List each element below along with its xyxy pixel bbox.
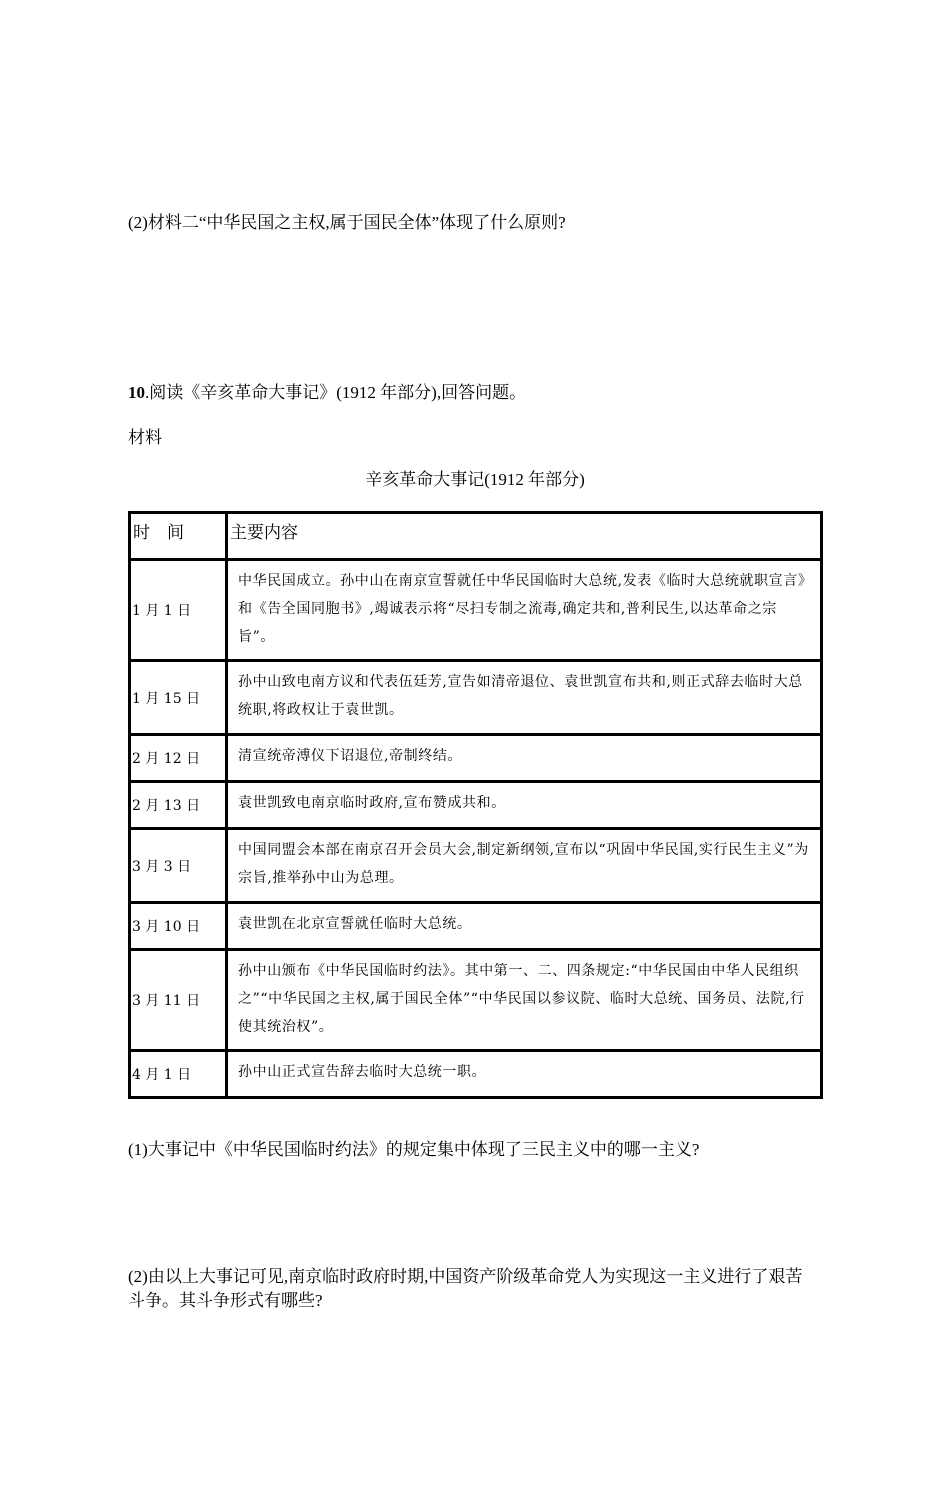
question-10-1: (1)大事记中《中华民国临时约法》的规定集中体现了三民主义中的哪一主义? <box>128 1140 700 1159</box>
header-time: 时 间 <box>130 513 227 560</box>
row-content: 中华民国成立。孙中山在南京宣誓就任中华民国临时大总统,发表《临时大总统就职宣言》和《告全国同胞书》,竭诚表示将“尽扫专制之流毒,确定共和,普利民生,以达革命之宗旨”。 <box>227 560 822 661</box>
table-row <box>130 782 822 829</box>
table-title: 辛亥革命大事记(1912 年部分) <box>365 470 585 489</box>
question-material2: (2)材料二“中华民国之主权,属于国民全体”体现了什么原则? <box>128 213 566 232</box>
table-row <box>130 560 822 661</box>
row-date: 1 月 1 日 <box>130 560 227 661</box>
row-content: 袁世凯致电南京临时政府,宣布赞成共和。 <box>227 782 822 829</box>
material-label: 材料 <box>128 428 162 447</box>
row-date: 3 月 10 日 <box>130 903 227 950</box>
row-date: 2 月 13 日 <box>130 782 227 829</box>
row-content: 孙中山颁布《中华民国临时约法》。其中第一、二、四条规定:“中华民国由中华人民组织之”“中华民国之主权,属于国民全体”“中华民国以参议院、临时大总统、国务员、法院,行使其统治权”。 <box>227 950 822 1051</box>
events-table <box>128 511 823 1099</box>
table-row <box>130 903 822 950</box>
row-content: 孙中山正式宣告辞去临时大总统一职。 <box>227 1051 822 1098</box>
header-content: 主要内容 <box>227 513 822 560</box>
table-row <box>130 735 822 782</box>
table-row <box>130 950 822 1051</box>
row-content: 中国同盟会本部在南京召开会员大会,制定新纲领,宣布以“巩固中华民国,实行民生主义”为宗旨,推举孙中山为总理。 <box>227 829 822 903</box>
table-row <box>130 1051 822 1098</box>
row-date: 4 月 1 日 <box>130 1051 227 1098</box>
question-10 <box>128 382 526 404</box>
table-row <box>130 661 822 735</box>
row-content: 袁世凯在北京宣誓就任临时大总统。 <box>227 903 822 950</box>
row-date: 2 月 12 日 <box>130 735 227 782</box>
table-row <box>130 829 822 903</box>
question-text: .阅读《辛亥革命大事记》(1912 年部分),回答问题。 <box>145 383 527 402</box>
row-content: 清宣统帝溥仪下诏退位,帝制终结。 <box>227 735 822 782</box>
question-number: 10 <box>128 383 145 402</box>
row-date: 3 月 3 日 <box>130 829 227 903</box>
table-header-row <box>130 513 822 560</box>
row-date: 1 月 15 日 <box>130 661 227 735</box>
row-date: 3 月 11 日 <box>130 950 227 1051</box>
question-10-2: (2)由以上大事记可见,南京临时政府时期,中国资产阶级革命党人为实现这一主义进行了艰苦斗争。其斗争形式有哪些? <box>128 1267 803 1310</box>
row-content: 孙中山致电南方议和代表伍廷芳,宣告如清帝退位、袁世凯宣布共和,则正式辞去临时大总统职,将政权让于袁世凯。 <box>227 661 822 735</box>
